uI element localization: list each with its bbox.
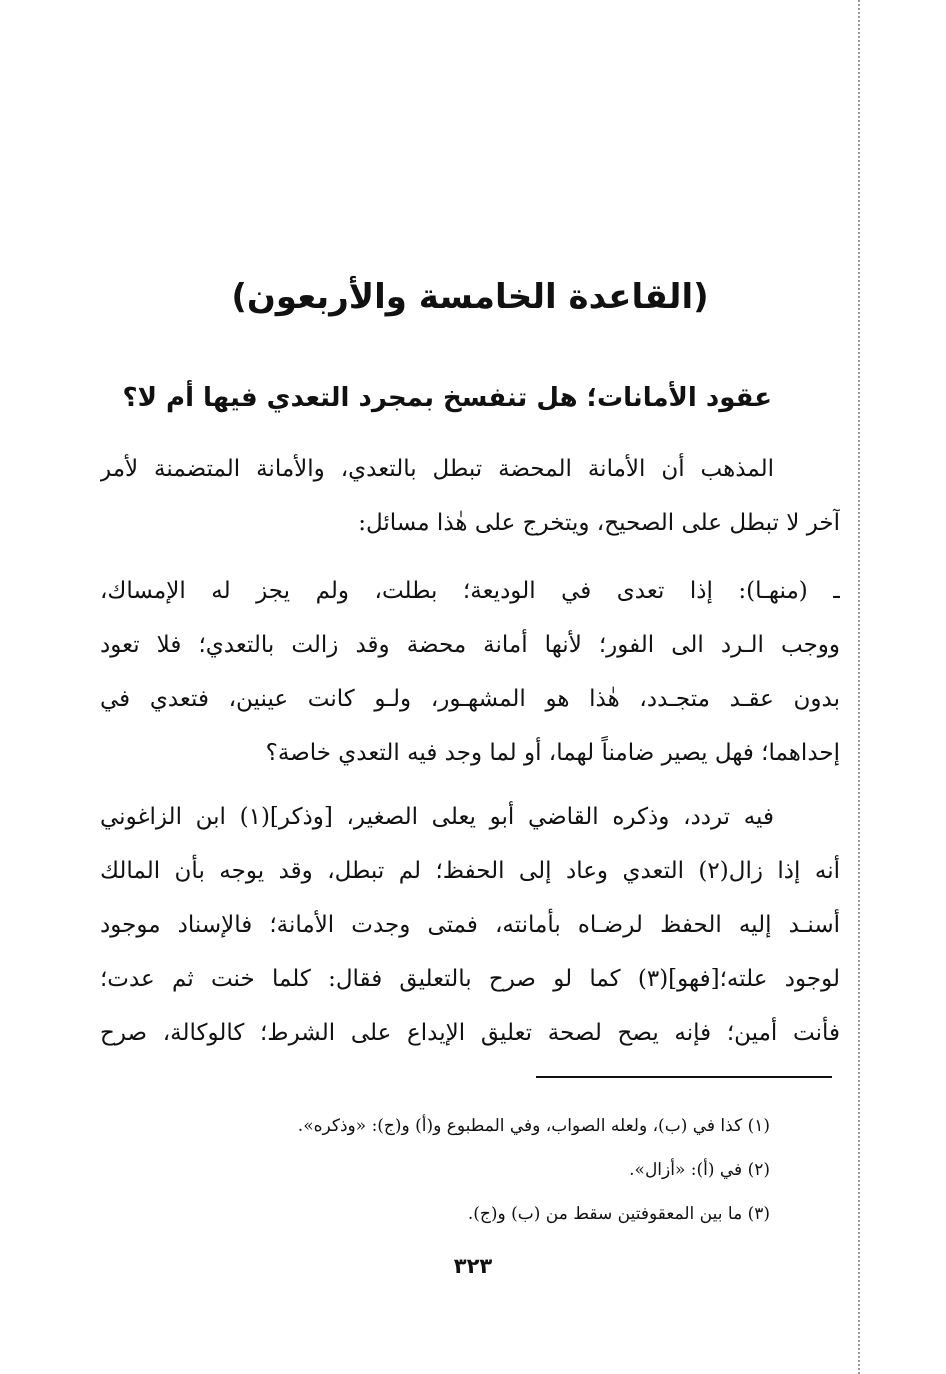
footnote-3: (٣) ما بين المعقوفتين سقط من (ب) و(ج).: [467, 1204, 770, 1224]
text-line: آخر لا تبطل على الصحيح، ويتخرج على هٰذا مسائل:: [358, 510, 840, 536]
footnote-2: (٢) في (أ): «أزال».: [629, 1160, 770, 1180]
scan-edge-dotted-line: [858, 0, 860, 1374]
paragraph-doctrine: [100, 442, 840, 550]
footnote-separator: [536, 1076, 832, 1078]
text-line: المذهب أن الأمانة المحضة تبطل بالتعدي، والأمانة المتضمنة لأمر: [100, 456, 774, 482]
text-line: أسنـد إليه الحفظ لرضـاه بأمانته، فمتى وجدت الأمانة؛ فالإسناد موجود: [100, 912, 840, 938]
paragraph-discussion: [100, 790, 840, 1060]
text-line: ـ (منهـا): إذا تعدى في الوديعة؛ بطلت، ولم يجز له الإمساك،: [100, 578, 840, 604]
text-line: لوجود علته؛[فهو](٣) كما لو صرح بالتعليق فقال: كلما خنت ثم عدت؛: [100, 966, 840, 992]
question-heading: عقود الأمانات؛ هل تنفسخ بمجرد التعدي فيها أم لا؟: [122, 383, 772, 413]
page-number: ٣٢٣: [453, 1254, 493, 1278]
text-line: فأنت أمين؛ فإنه يصح لصحة تعليق الإيداع على الشرط؛ كالوكالة، صرح: [100, 1020, 840, 1046]
text-line: إحداهما؛ فهل يصير ضامناً لهما، أو لما وجد فيه التعدي خاصة؟: [265, 740, 840, 766]
text-line: فيه تردد، وذكره القاضي أبو يعلى الصغير، [وذكر](١) ابن الزاغوني: [100, 804, 774, 830]
footnote-1: (١) كذا في (ب)، ولعله الصواب، وفي المطبوع و(أ) و(ج): «وذكره».: [297, 1116, 770, 1136]
text-line: بدون عقـد متجـدد، هٰذا هو المشهـور، ولـو كانت عينين، فتعدي في: [100, 686, 840, 712]
text-line: ووجب الـرد الى الفور؛ لأنها أمانة محضة وقد زالت بالتعدي؛ فلا تعود: [100, 632, 840, 658]
chapter-title: (القاعدة الخامسة والأربعون): [231, 277, 709, 317]
paragraph-example-deposit: [100, 564, 840, 780]
footnotes: [160, 1104, 770, 1236]
text-line: أنه إذا زال(٢) التعدي وعاد إلى الحفظ؛ لم تبطل، وقد يوجه بأن المالك: [100, 858, 840, 884]
